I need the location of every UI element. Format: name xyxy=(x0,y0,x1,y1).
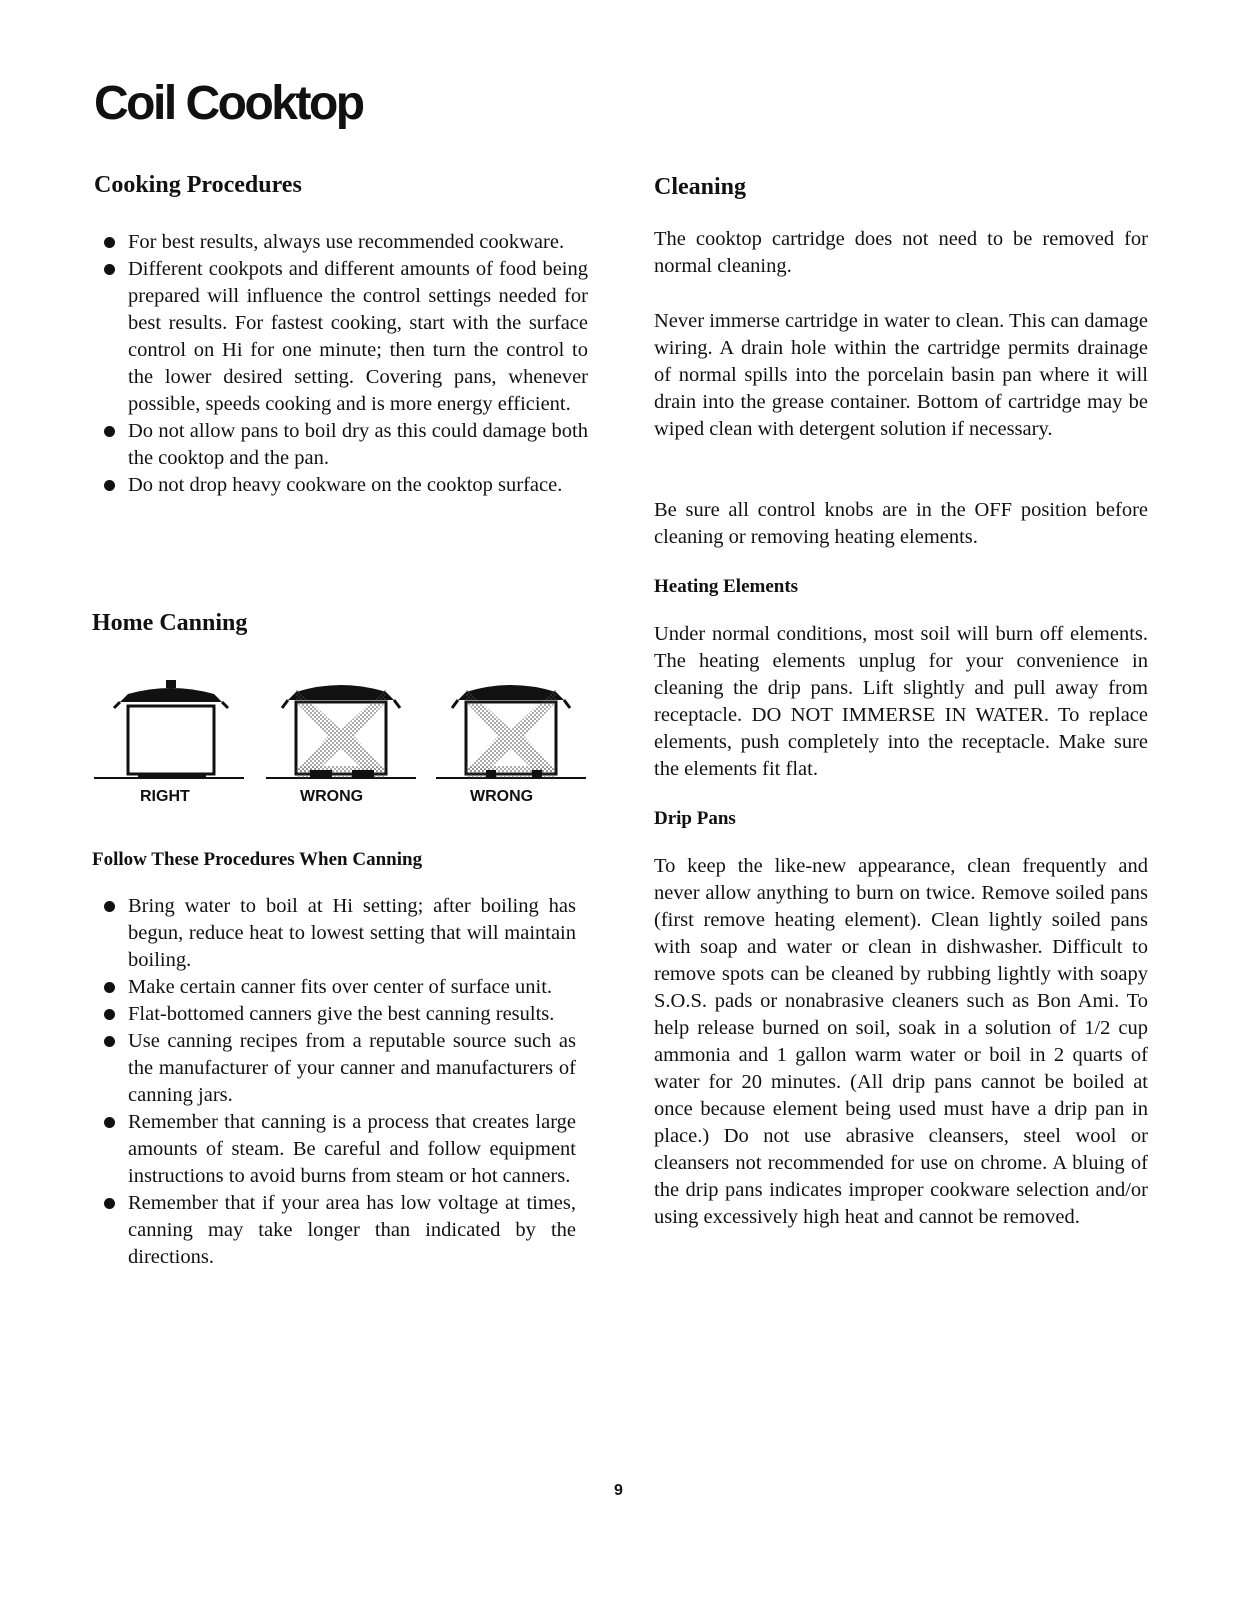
canning-procedures-list xyxy=(92,893,576,1271)
home-canning-heading: Home Canning xyxy=(92,610,248,636)
list-item: Make certain canner fits over center of surface unit. xyxy=(92,974,576,1001)
page-number: 9 xyxy=(614,1482,623,1499)
bullet-icon xyxy=(104,237,115,248)
drip-pans-heading: Drip Pans xyxy=(654,808,736,829)
bullet-icon xyxy=(104,426,115,437)
bullet-icon xyxy=(104,1117,115,1128)
cooking-procedures-heading: Cooking Procedures xyxy=(94,172,302,198)
cleaning-paragraph: The cooktop cartridge does not need to be removed for normal cleaning. xyxy=(654,228,1148,277)
wrong-canner-icon xyxy=(266,685,416,778)
wrong-canner-icon xyxy=(436,685,586,778)
figure-label-wrong: WRONG xyxy=(300,788,364,805)
figure-label-right: RIGHT xyxy=(140,788,190,805)
off-position-paragraph: Be sure all control knobs are in the OFF position before cleaning or removing heating elements. xyxy=(654,499,1148,548)
canner-placement-figure xyxy=(92,672,588,812)
list-item: Remember that canning is a process that creates large amounts of steam. Be careful and follow equipment instructions to avoid burns from steam or hot canners. xyxy=(92,1109,576,1190)
canning-procedures-heading: Follow These Procedures When Canning xyxy=(92,849,423,870)
figure-label-wrong: WRONG xyxy=(470,788,534,805)
bullet-icon xyxy=(104,901,115,912)
list-item: For best results, always use recommended cookware. xyxy=(92,229,588,256)
bullet-icon xyxy=(104,1036,115,1047)
page-title: Coil Cooktop xyxy=(94,77,363,130)
bullet-icon xyxy=(104,264,115,275)
drip-pans-paragraph: To keep the like-new appearance, clean frequently and never allow anything to burn on twice. Remove soiled pans (first remove heating element). Clean lightly soiled pans with soap and water or clean in dishwasher. Difficult to remove spots can be cleaned by rubbing lightly with soapy S.O.S. pads or nonabrasive cleaners such as Bon Ami. To help release burned on soil, soak in a solution of 1/2 cup ammonia and 1 gallon warm water or boil in 2 quarts of water for 20 minutes. (All drip pans cannot be boiled at once because element being used must have a drip pan in place.) Do not use abrasive cleansers, steel wool or cleansers not recommended for use on chrome. A bluing of the drip pans indicates improper cookware selection and/or using excessively high heat and cannot be removed. xyxy=(654,855,1148,1228)
list-item: Do not allow pans to boil dry as this could damage both the cooktop and the pan. xyxy=(92,418,588,472)
cleaning-warning-paragraph: Never immerse cartridge in water to clean. This can damage wiring. A drain hole within the cartridge permits drainage of normal spills into the porcelain basin pan where it will drain into the grease container. Bottom of cartridge may be wiped clean with detergent solution if necessary. xyxy=(654,310,1148,440)
list-item: Use canning recipes from a reputable source such as the manufacturer of your canner and manufacturers of canning jars. xyxy=(92,1028,576,1109)
bullet-icon xyxy=(104,1198,115,1209)
list-item: Different cookpots and different amounts of food being prepared will influence the control settings needed for best results. For fastest cooking, start with the surface control on Hi for one minute; then turn the control to the lower desired setting. Covering pans, whenever possible, speeds cooking and is more energy efficient. xyxy=(92,256,588,418)
bullet-icon xyxy=(104,480,115,491)
bullet-icon xyxy=(104,1009,115,1020)
list-item: Remember that if your area has low voltage at times, canning may take longer than indicated by the directions. xyxy=(92,1190,576,1271)
list-item: Do not drop heavy cookware on the cooktop surface. xyxy=(92,472,588,499)
list-item: Bring water to boil at Hi setting; after boiling has begun, reduce heat to lowest setting that will maintain boiling. xyxy=(92,893,576,974)
cleaning-heading: Cleaning xyxy=(654,174,747,200)
heating-elements-heading: Heating Elements xyxy=(654,576,799,597)
heating-elements-paragraph: Under normal conditions, most soil will burn off elements. The heating elements unplug for your convenience in cleaning the drip pans. Lift slightly and pull away from receptacle. DO NOT IMMERSE IN WATER. To replace elements, push completely into the receptacle. Make sure the elements fit flat. xyxy=(654,623,1148,780)
bullet-icon xyxy=(104,982,115,993)
list-item: Flat-bottomed canners give the best canning results. xyxy=(92,1001,576,1028)
cooking-procedures-list xyxy=(92,229,588,499)
right-canner-icon xyxy=(94,680,244,778)
